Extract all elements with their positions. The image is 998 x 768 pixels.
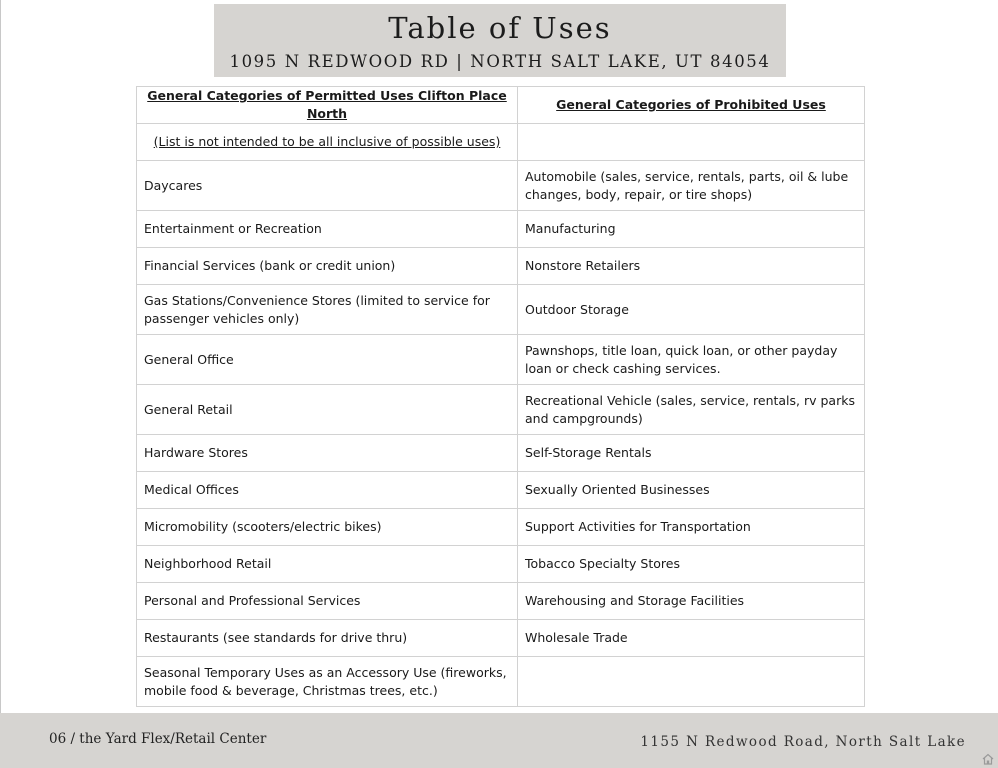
permitted-use: Restaurants (see standards for drive thru): [137, 620, 518, 657]
prohibited-use: Outdoor Storage: [518, 285, 865, 335]
permitted-use: Daycares: [137, 161, 518, 211]
table-row: [137, 472, 865, 509]
permitted-use: Medical Offices: [137, 472, 518, 509]
permitted-use: General Retail: [137, 385, 518, 435]
table-row: [137, 385, 865, 435]
page-edge: [0, 0, 1, 713]
page-footer: [0, 713, 998, 768]
prohibited-use: Nonstore Retailers: [518, 248, 865, 285]
prohibited-use: Pawnshops, title loan, quick loan, or other payday loan or check cashing services.: [518, 335, 865, 385]
permitted-use: Gas Stations/Convenience Stores (limited to service for passenger vehicles only): [137, 285, 518, 335]
table-row: [137, 620, 865, 657]
permitted-use: General Office: [137, 335, 518, 385]
permitted-use: Financial Services (bank or credit union): [137, 248, 518, 285]
permitted-use: Neighborhood Retail: [137, 546, 518, 583]
prohibited-use: Wholesale Trade: [518, 620, 865, 657]
prohibited-use: Tobacco Specialty Stores: [518, 546, 865, 583]
list-note: (List is not intended to be all inclusive of possible uses): [137, 124, 518, 161]
empty-cell: [518, 124, 865, 161]
title-banner: [214, 4, 786, 77]
table-row: [137, 546, 865, 583]
table-note-row: [137, 124, 865, 161]
table-row: [137, 435, 865, 472]
uses-table: [136, 86, 865, 707]
footer-address: 1155 N Redwood Road, North Salt Lake: [640, 734, 966, 750]
table-row: [137, 583, 865, 620]
prohibited-use: Recreational Vehicle (sales, service, rentals, rv parks and campgrounds): [518, 385, 865, 435]
prohibited-use: Warehousing and Storage Facilities: [518, 583, 865, 620]
prohibited-use: Sexually Oriented Businesses: [518, 472, 865, 509]
prohibited-use: [518, 657, 865, 707]
table-row: [137, 161, 865, 211]
permitted-use: Personal and Professional Services: [137, 583, 518, 620]
permitted-use: Micromobility (scooters/electric bikes): [137, 509, 518, 546]
table-row: [137, 211, 865, 248]
table-row: [137, 285, 865, 335]
permitted-use: Hardware Stores: [137, 435, 518, 472]
property-address: 1095 N REDWOOD RD | NORTH SALT LAKE, UT 84054: [229, 52, 771, 71]
table-row: [137, 248, 865, 285]
permitted-uses-header: General Categories of Permitted Uses Clifton Place North: [137, 87, 518, 124]
table-header-row: [137, 87, 865, 124]
table-row: [137, 335, 865, 385]
table-row: [137, 657, 865, 707]
prohibited-use: Manufacturing: [518, 211, 865, 248]
footer-page-label: 06 / the Yard Flex/Retail Center: [49, 731, 267, 747]
prohibited-use: Automobile (sales, service, rentals, parts, oil & lube changes, body, repair, or tire shops): [518, 161, 865, 211]
permitted-use: Entertainment or Recreation: [137, 211, 518, 248]
prohibited-use: Self-Storage Rentals: [518, 435, 865, 472]
home-icon: [982, 753, 994, 765]
table-row: [137, 509, 865, 546]
page-title: Table of Uses: [388, 11, 612, 45]
prohibited-use: Support Activities for Transportation: [518, 509, 865, 546]
prohibited-uses-header: General Categories of Prohibited Uses: [518, 87, 865, 124]
permitted-use: Seasonal Temporary Uses as an Accessory Use (fireworks, mobile food & beverage, Christmas trees, etc.): [137, 657, 518, 707]
